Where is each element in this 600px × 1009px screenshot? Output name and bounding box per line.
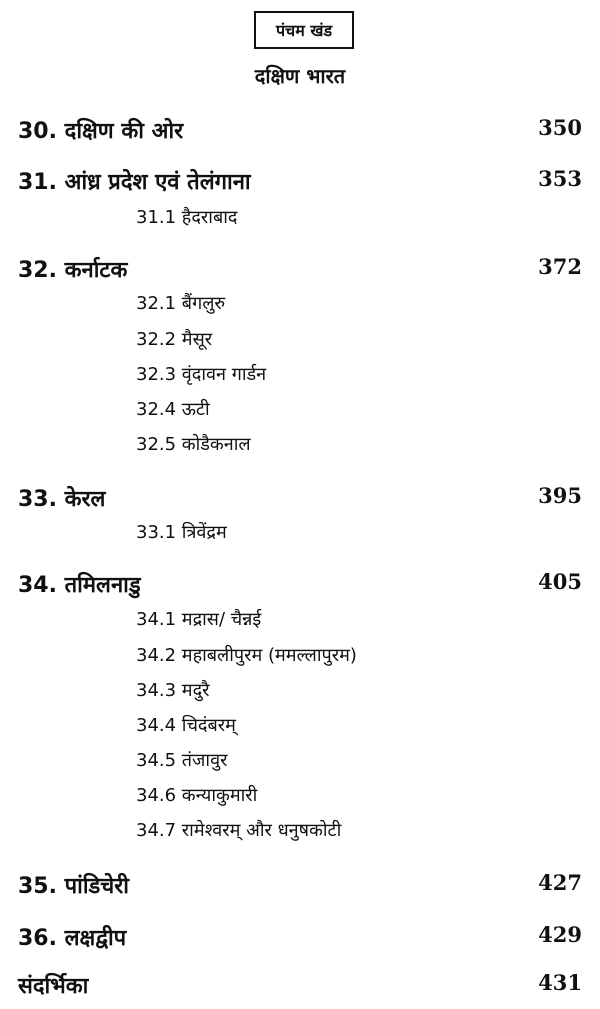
section-label-box (254, 11, 354, 49)
toc-subentry-34-2[interactable]: 34.2 महाबलीपुरम (ममल्लापुरम) (136, 645, 357, 666)
toc-subentry-32-3[interactable]: 32.3 वृंदावन गार्डन (136, 364, 267, 385)
toc-subentry-34-1[interactable]: 34.1 मद्रास/ चैन्नई (136, 609, 262, 630)
chapter-title: 34. तमिलनाडु (18, 573, 141, 598)
chapter-page-number: 429 (538, 922, 582, 947)
toc-entry-36[interactable] (0, 922, 600, 952)
chapter-title: 36. लक्षद्वीप (18, 926, 127, 951)
chapter-page-number: 405 (538, 569, 582, 594)
toc-entry-30[interactable] (0, 115, 600, 145)
toc-subentry-34-7[interactable]: 34.7 रामेश्वरम् और धनुषकोटी (136, 820, 342, 841)
toc-subentry-34-3[interactable]: 34.3 मदुरै (136, 680, 210, 701)
toc-subentry-33-1[interactable]: 33.1 त्रिवेंद्रम (136, 522, 227, 543)
chapter-title: 32. कर्नाटक (18, 258, 128, 283)
chapter-page-number: 372 (538, 254, 582, 279)
toc-entry-34[interactable] (0, 569, 600, 599)
chapter-page-number: 353 (538, 166, 582, 191)
toc-entry-35[interactable] (0, 870, 600, 900)
chapter-title: 30. दक्षिण की ओर (18, 119, 184, 144)
chapter-title: 35. पांडिचेरी (18, 874, 129, 899)
toc-subentry-31-1[interactable]: 31.1 हैदराबाद (136, 207, 238, 228)
toc-subentry-32-5[interactable]: 32.5 कोडैकनाल (136, 434, 251, 455)
toc-entry-33[interactable] (0, 483, 600, 513)
section-label: पंचम खंड (275, 21, 333, 40)
toc-entry-32[interactable] (0, 254, 600, 284)
toc-subentry-32-1[interactable]: 32.1 बैंगलुरु (136, 293, 226, 314)
chapter-page-number: 395 (538, 483, 582, 508)
toc-subentry-34-4[interactable]: 34.4 चिदंबरम् (136, 715, 236, 736)
chapter-page-number: 427 (538, 870, 582, 895)
chapter-page-number: 350 (538, 115, 582, 140)
toc-entry-31[interactable] (0, 166, 600, 196)
chapter-page-number: 431 (538, 970, 582, 995)
chapter-title: 33. केरल (18, 487, 106, 512)
toc-subentry-34-6[interactable]: 34.6 कन्याकुमारी (136, 785, 258, 806)
toc-entry-bibliography[interactable] (0, 970, 600, 1000)
section-title: दक्षिण भारत (254, 64, 346, 88)
chapter-title: संदर्भिका (18, 974, 89, 999)
toc-subentry-32-2[interactable]: 32.2 मैसूर (136, 329, 213, 350)
toc-subentry-32-4[interactable]: 32.4 ऊटी (136, 399, 210, 420)
chapter-title: 31. आंध्र प्रदेश एवं तेलंगाना (18, 170, 251, 195)
toc-subentry-34-5[interactable]: 34.5 तंजावुर (136, 750, 228, 771)
